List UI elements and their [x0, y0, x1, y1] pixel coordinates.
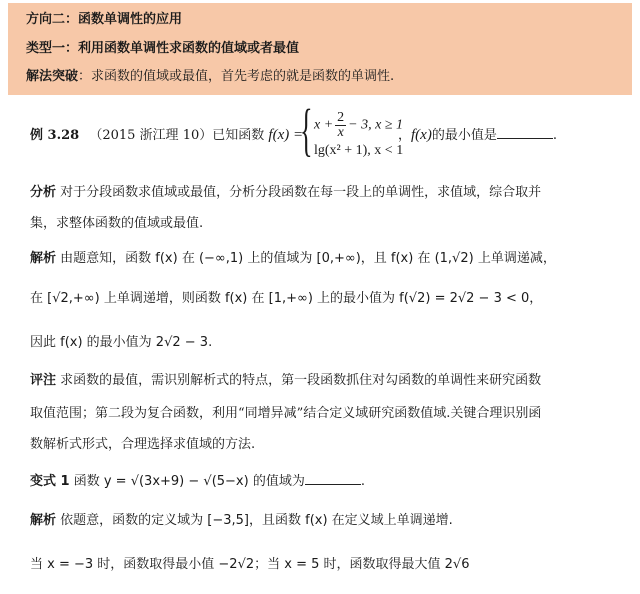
piecewise-case-2: lg(x² + 1), x < 1: [314, 143, 404, 158]
analysis-label: 分析: [30, 185, 57, 200]
example-label: 例 3.28: [30, 128, 80, 143]
example-prefix: 已知函数: [212, 128, 265, 143]
direction-title: 方向二：函数单调性的应用: [26, 12, 183, 27]
comment-line-3: 数解析式形式，合理选择求值域的方法.: [30, 437, 256, 452]
method-tip: [26, 65, 394, 84]
variant-statement: 变式 1 函数 y = √(3x+9) − √(5−x) 的值域为 .: [30, 474, 365, 489]
answer-blank: [497, 126, 553, 139]
example-statement: [30, 126, 303, 145]
variant-label: 变式 1: [30, 474, 70, 489]
type-title: 类型一：利用函数单调性求函数的值域或者最值: [26, 41, 300, 56]
example-question: ，f(x)的最小值是 .: [398, 127, 557, 143]
comment-line-2: 取值范围；第二段为复合函数，利用“同增异减”结合定义域研究函数值域.关键合理识别函: [30, 406, 542, 421]
brace-symbol: {: [300, 97, 313, 162]
analysis-line-2: 集，求整体函数的值域或最值.: [30, 216, 204, 231]
piecewise-case-1: x + $\frac{2}{x}$ − 3, x ≥ 1: [314, 110, 404, 140]
solution-line-2: 在 [√2,+∞) 上单调递增，则函数 f(x) 在 [1,+∞) 上的最小值为 f(√2) = 2√2 − 3 < 0，: [30, 291, 543, 306]
variant-solution-label: 解析: [30, 513, 57, 528]
method-label: 解法突破: [26, 69, 79, 84]
solution-line-1: 解析 由题意知，函数 f(x) 在 (−∞,1) 上的值域为 [0,+∞)，且 f(x) 在 (1,√2) 上单调递减，: [30, 251, 556, 266]
method-text: ：求函数的值域或最值，首先考虑的就是函数的单调性.: [78, 69, 395, 84]
solution-label: 解析: [30, 251, 57, 266]
comment-line-1: 评注 求函数的最值，需识别解析式的特点，第一段函数抓住对勾函数的单调性来研究函数: [30, 373, 542, 388]
example-source: （2015 浙江理 10）: [89, 128, 213, 143]
fraction: $\frac{2}{x}$: [337, 110, 345, 140]
variant-solution-line-1: 解析 依题意，函数的定义域为 [−3,5]，且函数 f(x) 在定义域上单调递增.: [30, 513, 453, 528]
function-name: f(x) =: [268, 127, 304, 143]
analysis-line-1: 分析 对于分段函数求值域或最值，分析分段函数在每一段上的单调性，求值域，综合取并: [30, 185, 542, 200]
comment-label: 评注: [30, 373, 57, 388]
variant-solution-line-2: 当 x = −3 时，函数取得最小值 −2√2；当 x = 5 时，函数取得最大值 2√6: [30, 557, 470, 572]
variant-answer-blank: [305, 472, 361, 485]
solution-line-3: 因此 f(x) 的最小值为 2√2 − 3.: [30, 335, 213, 350]
